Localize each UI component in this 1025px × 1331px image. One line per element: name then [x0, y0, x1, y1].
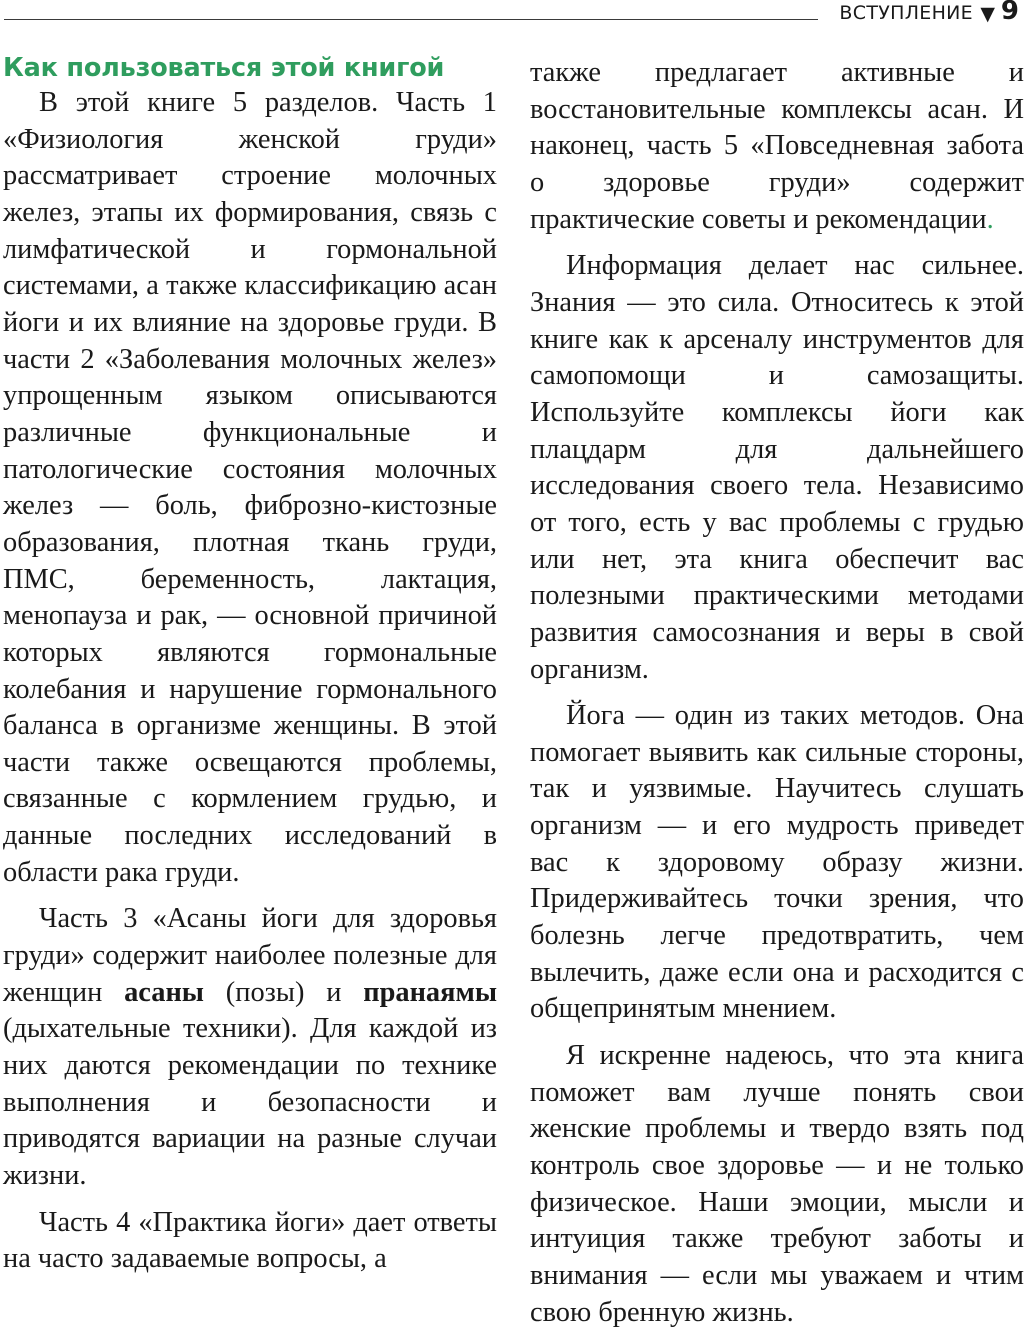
paragraph: Информация делает нас сильнее. Знания — это сила. Относитесь к этой книге как к арсеналу инструментов для самопомощи и самозащиты. Используйте комплексы йоги как плацдарм для дальнейшего исследования своего тела. Независимо от того, есть у вас проблемы с грудью или нет, эта книга обеспечит вас полезными практическими методами развития самосознания и веры в свой организм.: [530, 250, 1024, 685]
accent-period: .: [986, 203, 994, 235]
text-run: Часть 3 «Асаны йоги для здоровья груди» содержит наиболее полезные для женщин: [3, 903, 497, 1008]
term-asany: асаны: [124, 976, 204, 1008]
text-run: также предлагает активные и восстановительные комплексы асан. И наконец, часть 5 «Повседневная забота о здоровье груди» содержит практические советы и рекомендации: [530, 57, 1024, 235]
left-column: [3, 52, 497, 1278]
page-number: 9: [1000, 0, 1019, 26]
triangle-down-icon: ▼: [980, 3, 995, 25]
paragraph: В этой книге 5 разделов. Часть 1 «Физиология женской груди» рассматривает строение молочных желез, этапы их формирования, связь с лимфатической и гормональной системами, а также классификацию асан йоги и их влияние на здоровье груди. В части 2 «Заболевания молочных желез» упрощенным языком описываются различные функциональные и патологические состояния молочных желез — боль, фиброзно-кистозные образования, плотная ткань груди, ПМС, беременность, лактация, менопауза и рак, — основной причиной которых являются гормональные колебания и нарушение гормонального баланса в организме женщины. В этой части также освещаются проблемы, связанные с кормлением грудью, и данные последних исследований в области рака груди.: [3, 87, 497, 888]
paragraph: Часть 4 «Практика йоги» дает ответы на часто задаваемые вопросы, а: [3, 1206, 497, 1275]
paragraph-continued: [530, 55, 1024, 238]
text-run: (дыхательные техники). Для каждой из них даются рекомендации по технике выполнения и безопасности и приводятся вариации на разные случаи жизни.: [3, 1013, 497, 1192]
section-heading: Как пользоваться этой книгой: [3, 53, 445, 83]
paragraph: Йога — один из таких методов. Она помогает выявить как сильные стороны, так и уязвимые. Научитесь слушать организм — и его мудрость приведет вас к здоровому образу жизни. Придерживайтесь точки зрения, что болезнь легче предотвратить, чем вылечить, даже если она и расходится с общепринятым мнением.: [530, 700, 1024, 1025]
term-pranayamy: пранаямы: [363, 976, 497, 1008]
text-run: (позы) и: [203, 976, 364, 1008]
header-rule: [4, 19, 818, 20]
right-column: [530, 55, 1024, 1331]
running-header-section: ВСТУПЛЕНИЕ: [839, 2, 973, 24]
paragraph: [3, 901, 497, 1194]
paragraph: Я искренне надеюсь, что эта книга поможет вам лучше понять свои женские проблемы и твердо взять под контроль свое здоровье — и не только физическое. Наши эмоции, мысли и интуиция также требуют заботы и внимания — если мы уважаем и чтим свою бренную жизнь.: [530, 1040, 1024, 1328]
